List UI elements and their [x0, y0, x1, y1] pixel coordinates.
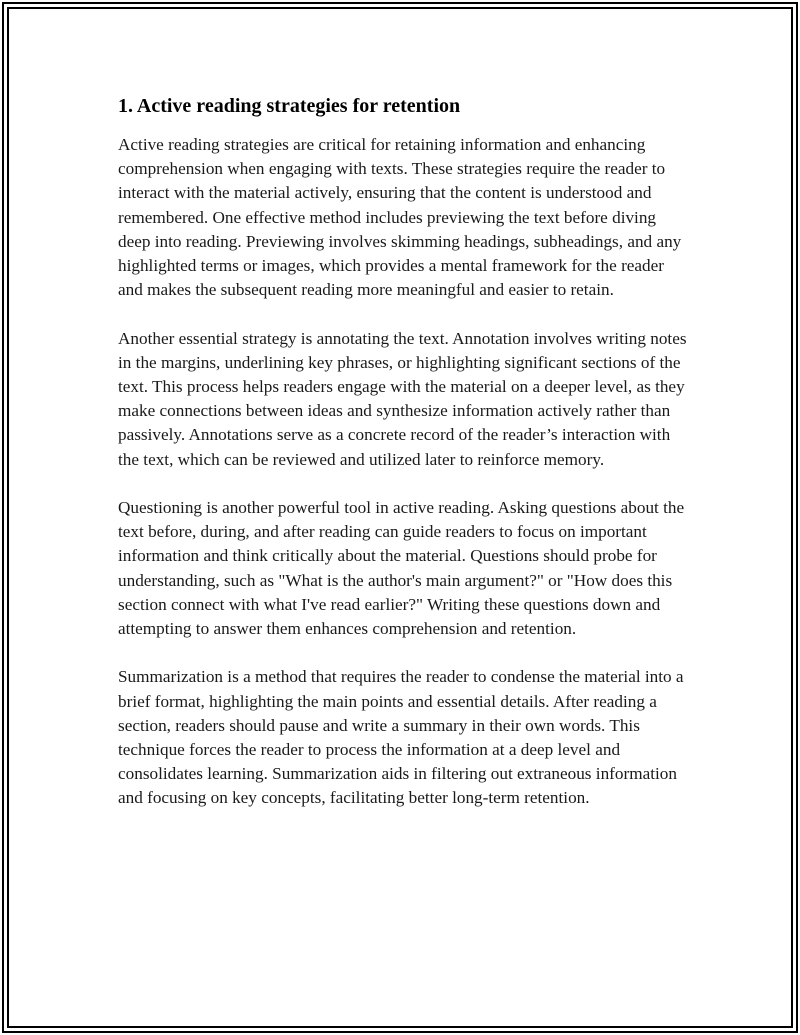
document-body: [118, 93, 690, 835]
paragraph-questioning: Questioning is another powerful tool in active reading. Asking questions about the text before, during, and after reading can guide readers to focus on important information and think critically about the material. Questions should probe for understanding, such as "What is the author's main argument?" or "How does this section connect with what I've read earlier?" Writing these questions down and attempting to answer them enhances comprehension and retention.: [118, 498, 685, 639]
section-heading: 1. Active reading strategies for retention: [118, 95, 461, 117]
paragraph-summarization: Summarization is a method that requires the reader to condense the material into a brief format, highlighting the main points and essential details. After reading a section, readers should pause and write a summary in their own words. This technique forces the reader to process the information at a deep level and consolidates learning. Summarization aids in filtering out extraneous information and focusing on key concepts, facilitating better long-term retention.: [118, 667, 684, 808]
paragraph-previewing: Active reading strategies are critical for retaining information and enhancing comprehension when engaging with texts. These strategies require the reader to interact with the material actively, ensuring that the content is understood and remembered. One effective method includes previewing the text before diving deep into reading. Previewing involves skimming headings, subheadings, and any highlighted terms or images, which provides a mental framework for the reader and makes the subsequent reading more meaningful and easier to retain.: [118, 135, 682, 300]
paragraph-annotating: Another essential strategy is annotating the text. Annotation involves writing notes in the margins, underlining key phrases, or highlighting significant sections of the text. This process helps readers engage with the material on a deeper level, as they make connections between ideas and synthesize information actively rather than passively. Annotations serve as a concrete record of the reader’s interaction with the text, which can be reviewed and utilized later to reinforce memory.: [118, 328, 687, 469]
